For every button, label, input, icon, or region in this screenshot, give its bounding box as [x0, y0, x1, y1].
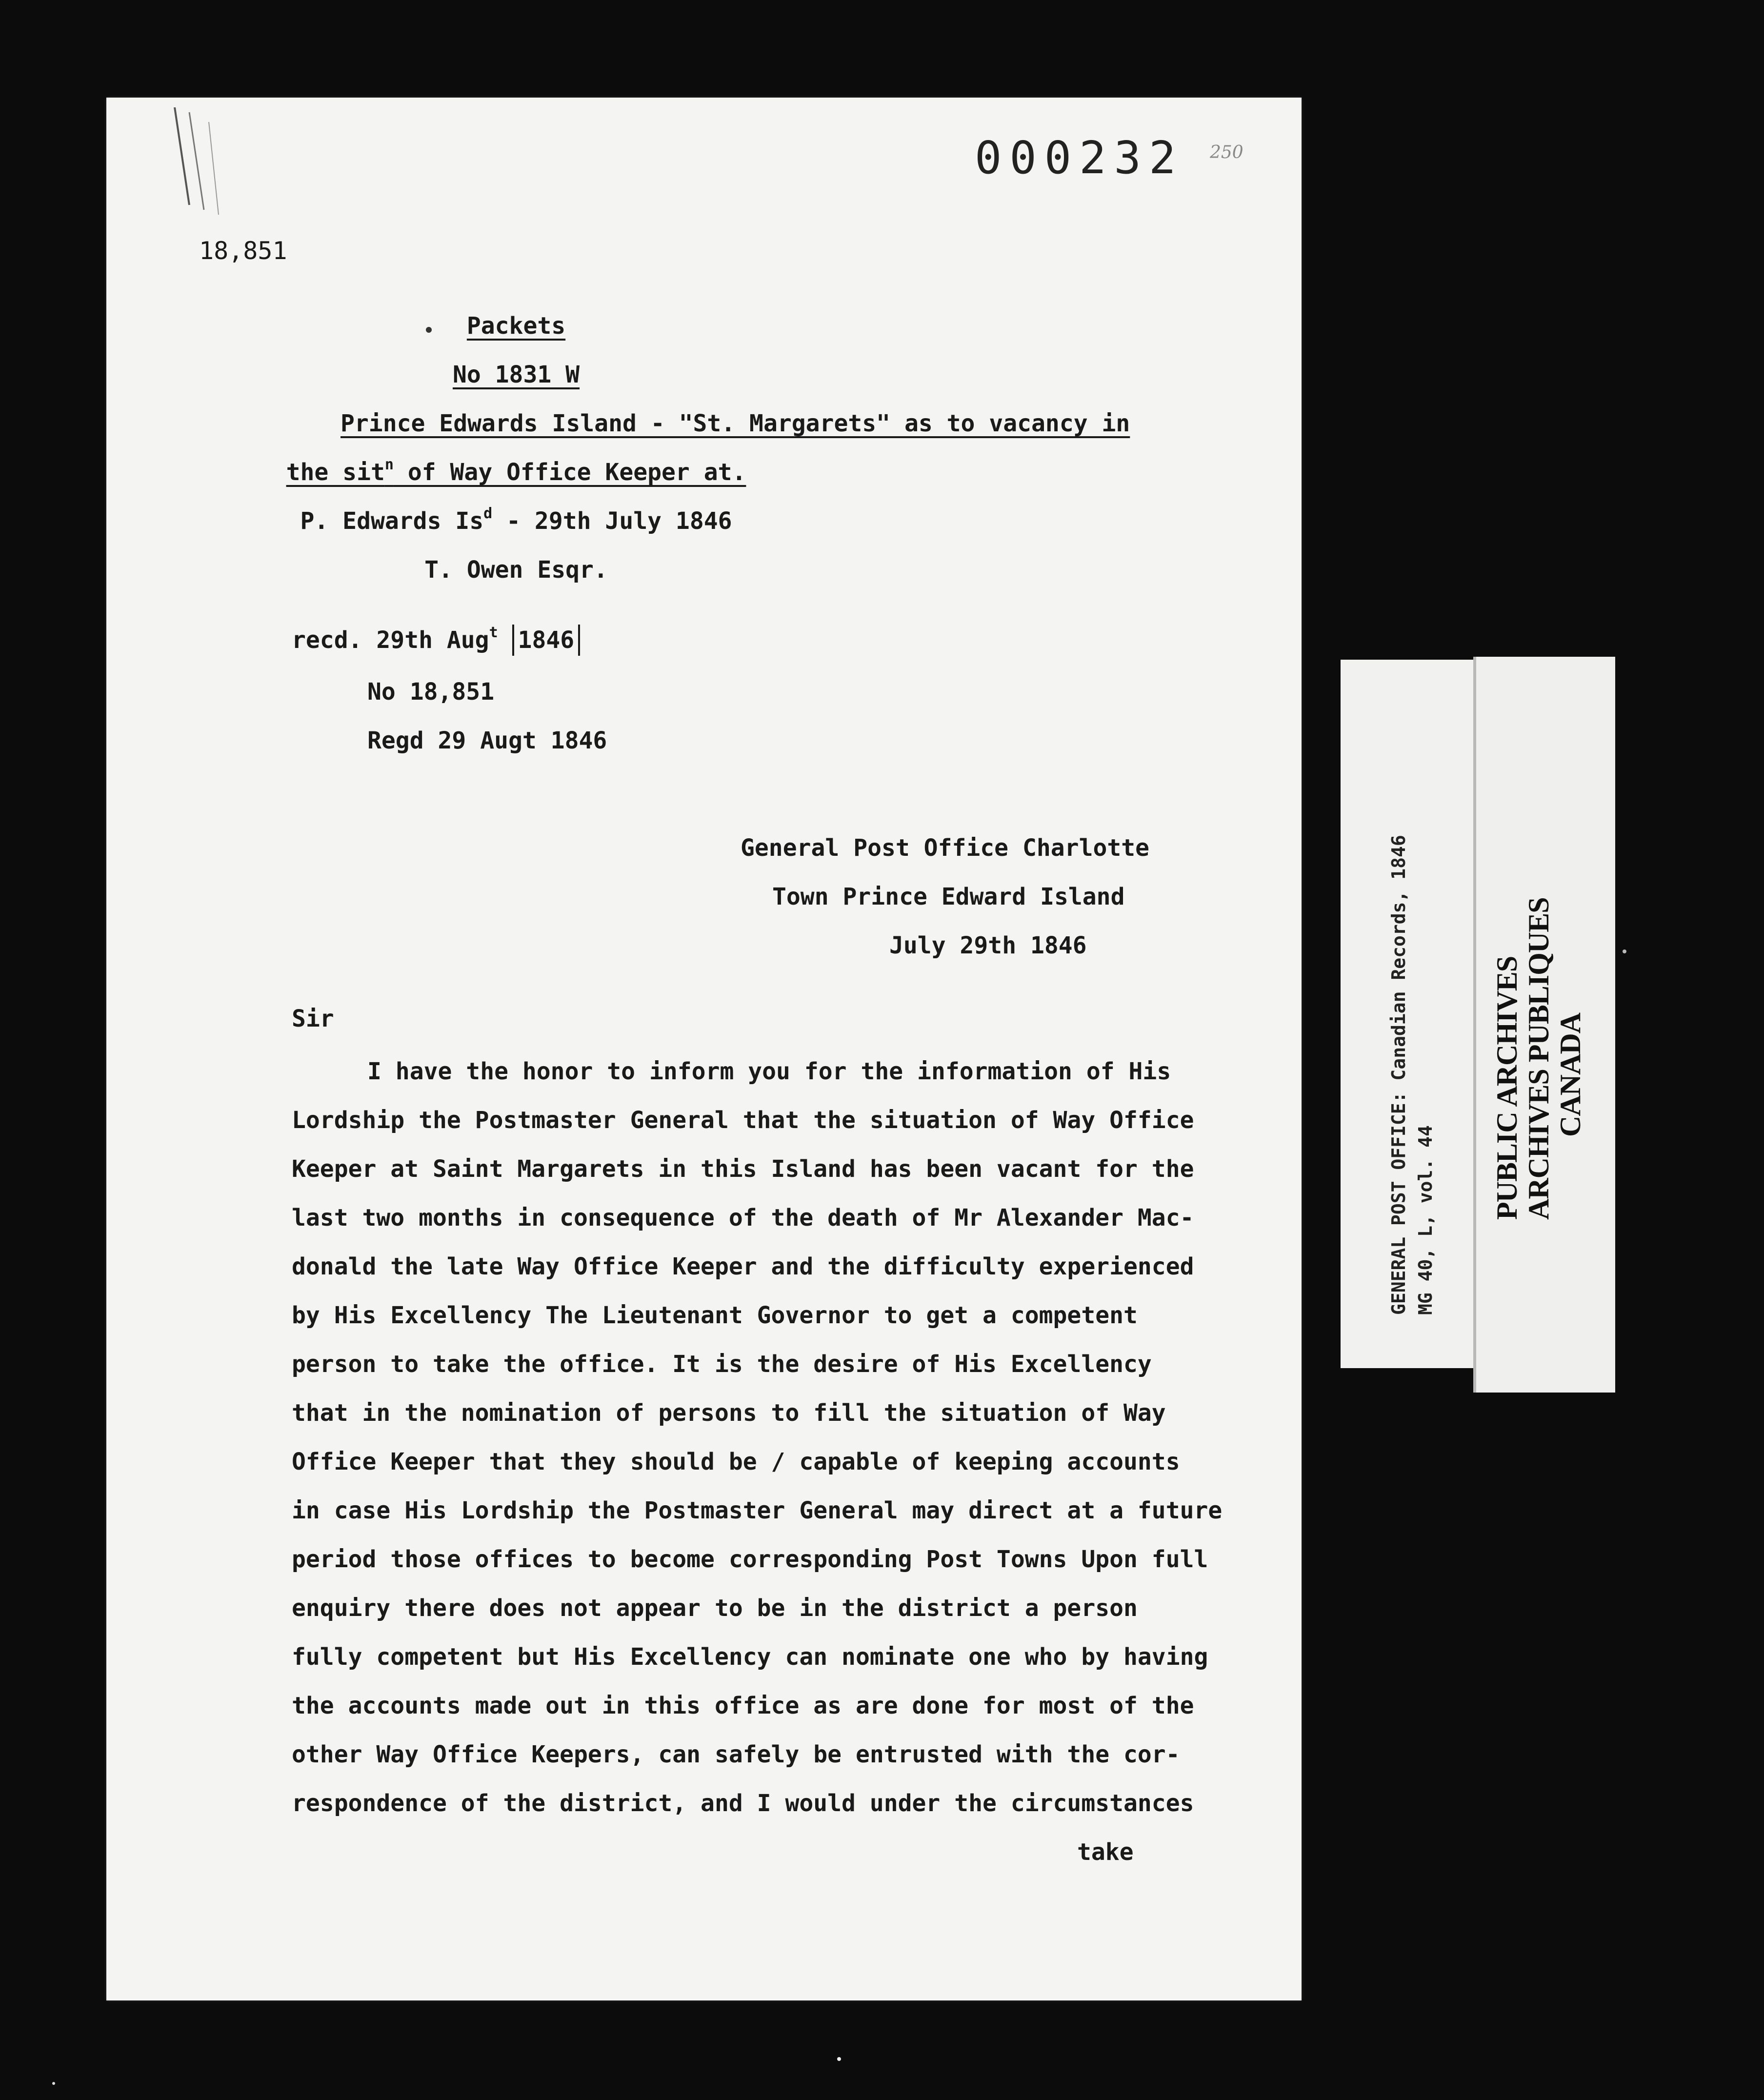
sender-address-line-2: Town Prince Edward Island — [772, 883, 1125, 910]
salutation: Sir — [292, 1005, 334, 1032]
body-line: Office Keeper that they should be / capable of keeping accounts — [292, 1448, 1180, 1475]
volume-label: MG 40, L, vol. 44 — [1415, 1125, 1436, 1315]
archives-stamp-line: ARCHIVES PUBLIQUES — [1523, 897, 1555, 1220]
archives-stamp-line: CANADA — [1554, 1013, 1586, 1137]
origin-line: P. Edwards Is$^d$ - 29th July 1846 — [300, 505, 732, 535]
series-label: GENERAL POST OFFICE: Canadian Records, 1846 — [1388, 835, 1409, 1315]
received-year: 1846 — [512, 625, 581, 656]
body-line: last two months in consequence of the death of Mr Alexander Mac- — [292, 1204, 1194, 1232]
subject-line-1: Prince Edwards Island - "St. Margarets" as to vacancy in — [341, 410, 1130, 437]
body-line: respondence of the district, and I would under the circumstances — [292, 1790, 1194, 1817]
body-line: period those offices to become corresponding Post Towns Upon full — [292, 1546, 1208, 1573]
body-line: Keeper at Saint Margarets in this Island has been vacant for the — [292, 1155, 1194, 1183]
addressee: T. Owen Esqr. — [424, 556, 608, 584]
sender-address-line-1: General Post Office Charlotte — [741, 834, 1150, 862]
body-line: fully competent but His Excellency can nominate one who by having — [292, 1643, 1208, 1671]
body-line: I have the honor to inform you for the information of His — [367, 1058, 1171, 1085]
body-line: that in the nomination of persons to fill the situation of Way — [292, 1399, 1166, 1427]
pencil-note: 250 — [1210, 142, 1243, 162]
reference-number: 18,851 — [199, 237, 287, 265]
body-line: the accounts made out in this office as are done for most of the — [292, 1692, 1194, 1719]
archive-page-number: 000232 — [975, 132, 1184, 184]
heading-title: Packets — [466, 312, 566, 340]
sender-date: July 29th 1846 — [889, 932, 1087, 959]
registered-line: Regd 29 Augt 1846 — [367, 727, 607, 754]
body-line: other Way Office Keepers, can safely be entrusted with the cor- — [292, 1741, 1180, 1768]
body-line: person to take the office. It is the desire of His Excellency — [292, 1351, 1152, 1378]
subject-line-2: the sit$^n$ of Way Office Keeper at. — [286, 456, 746, 486]
receipt-number: No 18,851 — [367, 678, 495, 706]
catchword: take — [1077, 1838, 1134, 1866]
body-line: enquiry there does not appear to be in the district a person — [292, 1595, 1138, 1622]
body-line: by His Excellency The Lieutenant Governor to get a competent — [292, 1302, 1138, 1329]
body-line: donald the late Way Office Keeper and the difficulty experienced — [292, 1253, 1194, 1280]
received-line: recd. 29th Aug$^t$ 1846 — [292, 625, 580, 656]
body-line: in case His Lordship the Postmaster General may direct at a future — [292, 1497, 1223, 1524]
archives-stamp-line: PUBLIC ARCHIVES — [1491, 956, 1523, 1220]
body-line: Lordship the Postmaster General that the situation of Way Office — [292, 1107, 1194, 1134]
heading-number: No 1831 W — [452, 361, 580, 388]
